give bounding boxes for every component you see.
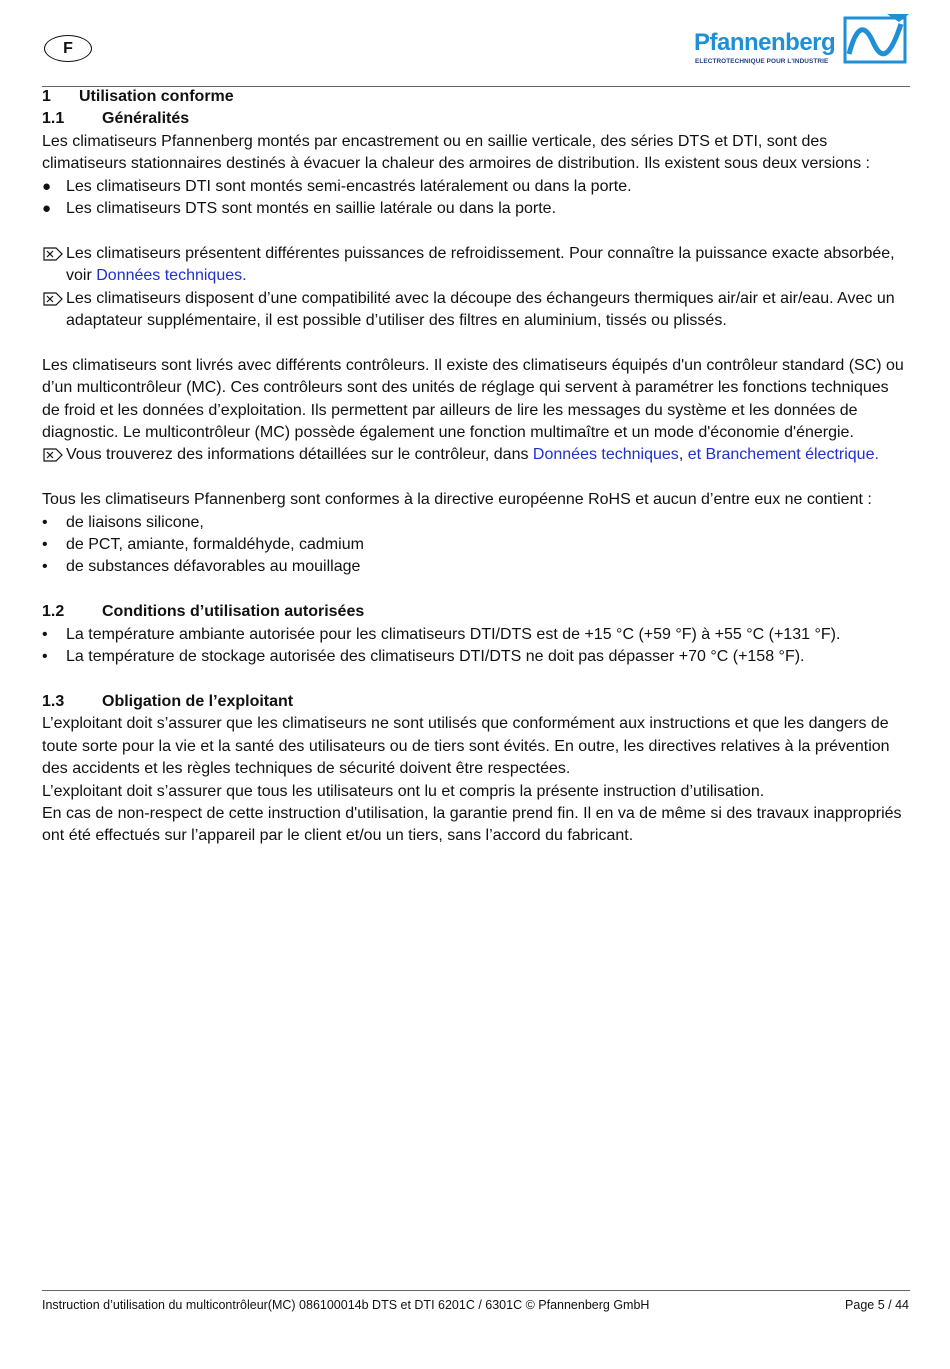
note-pointer-icon — [42, 243, 66, 288]
bullet-icon: ● — [42, 200, 52, 218]
intro-paragraph: Les climatiseurs Pfannenberg montés par encastrement ou en saillie verticale, des séries DTS et DTI, sont des climatiseurs stationnaires destinés à évacuer la chaleur des armoires de distribution. Ils existent sous deux versions : — [42, 132, 870, 173]
footer — [42, 1298, 909, 1312]
list-item — [42, 512, 910, 534]
bullet-icon: ● — [42, 177, 52, 195]
footer-rule — [42, 1290, 910, 1291]
section-number: 1.2 — [42, 603, 65, 621]
language-badge: F — [44, 35, 92, 62]
bullet-icon: • — [42, 648, 48, 666]
controllers-paragraph: Les climatiseurs sont livrés avec différents contrôleurs. Il existe des climatiseurs équipés d'un contrôleur standard (SC) ou d’un multicontrôleur (MC). Ces contrôleurs sont des unités de réglage qui servent à paramétrer les fonctions techniques de froid et les données d’exploitation. Ils permettent par ailleurs de lire les messages du système et les données de diagnostic. Le multicontrôleur (MC) possède également une fonction multimaître et un mode d'économie d'énergie. — [42, 356, 904, 442]
list-item-text: de substances défavorables au mouillage — [66, 558, 361, 576]
section-heading-1-3 — [42, 691, 910, 713]
section-title: Généralités — [102, 110, 190, 128]
note-pointer-icon — [42, 288, 66, 333]
list-item-text: La température ambiante autorisée pour les climatiseurs DTI/DTS est de +15 °C (+59 °F) à +55 °C (+131 °F). — [66, 625, 841, 643]
note-separator: , — [678, 446, 688, 464]
list-item-text: Les climatiseurs DTI sont montés semi-encastrés latéralement ou dans la porte. — [66, 177, 632, 195]
note-compatibility — [42, 288, 910, 333]
section-title: Conditions d’utilisation autorisées — [102, 603, 365, 621]
note-text: Les climatiseurs disposent d’une compatibilité avec la découpe des échangeurs thermiques air/air et air/eau. Avec un adaptateur supplémentaire, il est possible d’utiliser des filtres en aluminium, tissés ou plissés. — [66, 289, 895, 330]
section-heading-1-1 — [42, 108, 910, 130]
section-number: 1.3 — [42, 692, 65, 710]
note-power — [42, 243, 910, 288]
operator-paragraph-2: L’exploitant doit s’assurer que tous les utilisateurs ont lu et compris la présente instruction d’utilisation. — [42, 782, 765, 800]
pfannenberg-logo — [694, 14, 910, 70]
list-item — [42, 624, 910, 646]
section-number: 1 — [42, 88, 51, 105]
list-item — [42, 556, 910, 578]
section-title: Utilisation conforme — [79, 88, 234, 105]
list-item-text: La température de stockage autorisée des climatiseurs DTI/DTS ne doit pas dépasser +70 °C (+158 °F). — [66, 648, 805, 666]
bullet-icon: • — [42, 513, 48, 531]
link-donnees-techniques[interactable]: Données techniques. — [96, 267, 247, 285]
link-branchement-electrique[interactable]: et Branchement électrique. — [687, 446, 879, 464]
footer-document-info: Instruction d’utilisation du multicontrôleur(MC) 086100014b DTS et DTI 6201C / 6301C © Pfannenberg GmbH — [42, 1298, 650, 1312]
document-body — [42, 86, 910, 848]
note-text: Les climatiseurs présentent différentes puissances de refroidissement. Pour connaître la puissance exacte absorbée, voir — [66, 244, 895, 285]
list-item-text: Les climatiseurs DTS sont montés en saillie latérale ou dans la porte. — [66, 200, 557, 218]
bullet-icon: • — [42, 558, 48, 576]
list-item-text: de liaisons silicone, — [66, 513, 204, 531]
bullet-icon: • — [42, 625, 48, 643]
list-item — [42, 176, 910, 198]
operator-paragraph-3: En cas de non-respect de cette instruction d'utilisation, la garantie prend fin. Il en va de même si des travaux inappropriés ont été effectués sur l’appareil par le client et/ou un tiers, sans l’accord du fabricant. — [42, 804, 902, 845]
list-item — [42, 198, 910, 220]
rohs-paragraph: Tous les climatiseurs Pfannenberg sont conformes à la directive européenne RoHS et aucun d’entre eux ne contient : — [42, 491, 872, 509]
list-item — [42, 534, 910, 556]
logo-tagline: ELECTROTECHNIQUE POUR L'INDUSTRIE — [695, 58, 829, 65]
note-pointer-icon — [42, 444, 66, 466]
operator-paragraph-1: L’exploitant doit s’assurer que les climatiseurs ne sont utilisés que conformément aux instructions et que les dangers de toute sorte pour la vie et la santé des utilisateurs ou de tiers sont évités. En outre, les directives relatives à la prévention des accidents et les règles techniques de sécurité doivent être respectées. — [42, 715, 890, 778]
note-text: Vous trouverez des informations détaillées sur le contrôleur, dans — [66, 446, 533, 464]
note-controller-info — [42, 444, 910, 466]
section-heading-1 — [42, 86, 910, 108]
logo-name: Pfannenberg — [694, 29, 836, 56]
section-heading-1-2 — [42, 601, 910, 623]
section-number: 1.1 — [42, 110, 65, 128]
list-item-text: de PCT, amiante, formaldéhyde, cadmium — [66, 536, 364, 554]
list-item — [42, 646, 910, 668]
page-number: Page 5 / 44 — [845, 1298, 909, 1312]
link-donnees-techniques[interactable]: Données techniques — [532, 446, 679, 464]
section-title: Obligation de l’exploitant — [102, 692, 294, 710]
bullet-icon: • — [42, 536, 48, 554]
logo-mark-icon — [843, 14, 909, 66]
